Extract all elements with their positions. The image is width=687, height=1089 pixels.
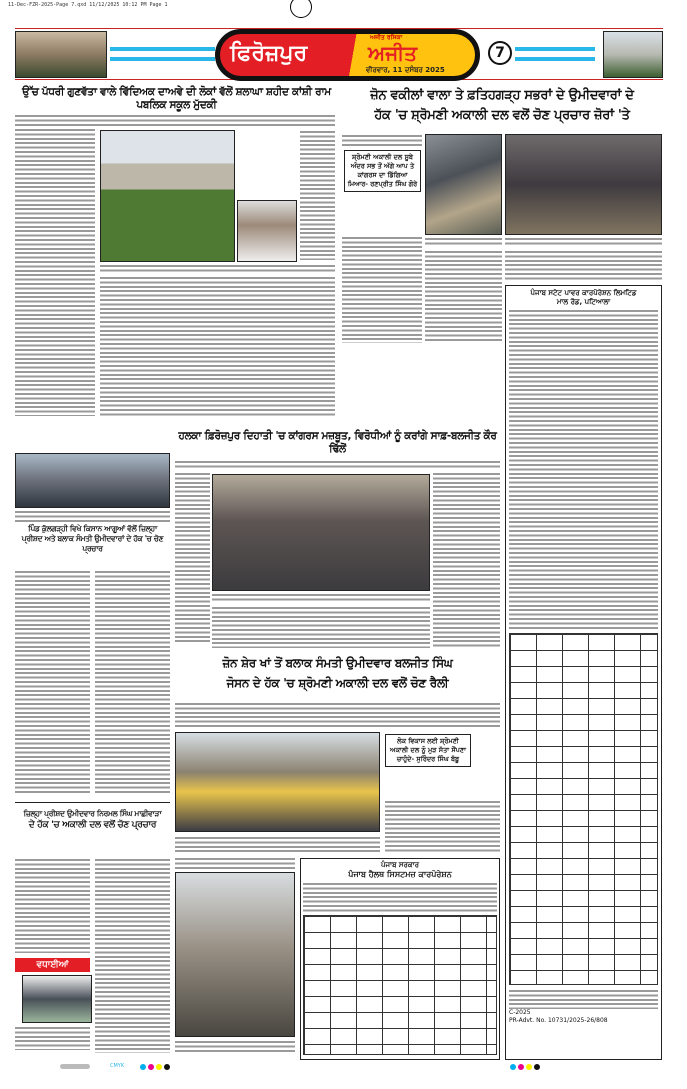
school-headline: ਉੱਚ ਪੱਧਰੀ ਗੁਣਵੱਤਾ ਵਾਲੇ ਵਿੱਦਿਅਕ ਦਾਅਵੇ ਦੀ ਲੋਕਾਂ ਵੱਲੋਂ ਸ਼ਲਾਘਾ ਸ਼ਹੀਦ ਕਾਂਸ਼ੀ ਰਾਮ ਪਬਲਿਕ ਸਕੂਲ ਮੁੱਦਕੀ — [22, 86, 331, 111]
machhiwara-headline-1: ਜ਼ਿਲ੍ਹਾ ਪ੍ਰੀਸ਼ਦ ਉਮੀਦਵਾਰ ਨਿਰਮਲ ਸਿੰਘ ਮਾਛੀਵਾੜਾ — [23, 809, 162, 818]
masthead-paper: ਅਜੀਤ — [368, 41, 418, 65]
machhiwara-headline-group — [15, 808, 170, 832]
health-title: ਪੰਜਾਬ ਹੈਲਥ ਸਿਸਟਮਜ਼ ਕਾਰਪੋਰੇਸ਼ਨ — [348, 870, 452, 879]
bottom-caption — [175, 1040, 295, 1052]
congress-body — [212, 606, 430, 648]
congress-meeting-photo — [212, 474, 430, 591]
masthead-tagline: ਅਜੀਤ ਰਸਿਕਾ — [370, 34, 403, 41]
masthead-logo — [215, 29, 480, 81]
vakilan-caption-2 — [505, 237, 662, 247]
sherkhan-body — [385, 800, 500, 853]
congress-caption — [212, 593, 430, 603]
pspcl-notice-text — [509, 309, 658, 629]
health-table — [303, 915, 497, 1055]
kisan-headline-2: ਪ੍ਰੀਸ਼ਦ ਅਤੇ ਬਲਾਕ ਸੰਮਤੀ ਉਮੀਦਵਾਰਾਂ ਦੇ ਹੱਕ 'ਚ ਚੋਣ ਪ੍ਰਚਾਰ — [21, 534, 164, 553]
congress-body — [433, 472, 500, 647]
congress-headline: ਹਲਕਾ ਫ਼ਿਰੋਜ਼ਪੁਰ ਦਿਹਾਤੀ 'ਚ ਕਾਂਗਰਸ ਮਜ਼ਬੂਤ, ਵਿਰੋਧੀਆਂ ਨੂੰ ਕਰਾਂਗੇ ਸਾਫ਼-ਬਲਜੀਤ ਕੌਰ ਢਿੱਲੋਂ — [178, 430, 497, 455]
vakilan-body — [425, 250, 502, 343]
machhiwara-body — [15, 858, 90, 953]
sherkhan-quote-box: ਲੋਕ ਵਿਕਾਸ ਲਈ ਸ਼੍ਰੋਮਣੀ ਅਕਾਲੀ ਦਲ ਨੂੰ ਮੁੜ ਸੱਤਾ ਸੌਂਪਣਾ ਚਾਹੁੰਦੇ- ਸੁਰਿੰਦਰ ਸਿੰਘ ਬੱਬੂ — [385, 734, 471, 767]
masthead-city: ਫਿਰੋਜ਼ਪੁਰ — [230, 41, 308, 66]
pspcl-signature — [509, 989, 658, 1009]
masthead-date: ਵੀਰਵਾਰ, 11 ਦਸੰਬਰ 2025 — [366, 66, 445, 74]
vakilan-quote-box: ਸ਼੍ਰੋਮਣੀ ਅਕਾਲੀ ਦਲ ਸੂਬੇ ਅੰਦਰ ਸਭ ਤੋਂ ਅੱਗੇ ਆਪ ਤੇ ਕਾਂਗਰਸ ਦਾ ਡਿੱਗਿਆ ਮਿਆਰ- ਰਣਪ੍ਰੀਤ ਸਿੰਘ ਗੋਰੇ — [344, 150, 421, 192]
color-bar — [40, 1063, 660, 1071]
bottom-group-photo — [175, 872, 295, 1037]
pspcl-code: C-2025 — [509, 1009, 531, 1016]
vakilan-body — [342, 134, 422, 148]
school-body — [300, 130, 335, 260]
sherkhan-body — [175, 836, 380, 854]
school-headline-group — [15, 86, 338, 112]
masthead-left-photo — [15, 31, 107, 78]
school-body — [100, 276, 335, 416]
masthead — [15, 28, 663, 80]
kisan-body — [95, 570, 170, 795]
greetings-banner: ਵਧਾਈਆਂ — [15, 958, 90, 972]
congress-body — [175, 460, 500, 470]
congress-body — [175, 472, 210, 642]
page-number: 7 — [488, 41, 512, 65]
machhiwara-headline-2: ਦੇ ਹੱਕ 'ਚ ਅਕਾਲੀ ਦਲ ਵਲੋਂ ਚੋਣ ਪ੍ਰਚਾਰ — [28, 820, 157, 830]
sherkhan-headline-2: ਜੋਸਨ ਦੇ ਹੱਕ 'ਚ ਸ਼੍ਰੋਮਣੀ ਅਕਾਲੀ ਦਲ ਵਲੋਂ ਚੋਣ ਰੈਲੀ — [226, 676, 449, 690]
vakilan-photo-1 — [425, 134, 502, 235]
greetings-caption — [15, 1026, 90, 1050]
sherkhan-headline-1: ਜ਼ੋਨ ਸ਼ੇਰ ਖਾਂ ਤੋਂ ਬਲਾਕ ਸੰਮਤੀ ਉਮੀਦਵਾਰ ਬਲਜੀਤ ਸਿੰਘ — [222, 656, 453, 670]
pspcl-pr-number: PR-Advt. No. 10731/2025-26/808 — [509, 1017, 608, 1024]
vakilan-body — [505, 250, 662, 280]
cmyk-label: CMYK — [110, 1063, 125, 1069]
machhiwara-body — [95, 858, 170, 1053]
school-body — [15, 128, 95, 416]
kisan-caption — [15, 510, 170, 522]
pspcl-address: ਮਾਲ ਰੋਡ, ਪਟਿਆਲਾ — [556, 298, 611, 306]
congress-headline-group — [175, 430, 500, 456]
sherkhan-body — [175, 702, 500, 728]
vakilan-body — [342, 236, 422, 343]
bottom-body — [175, 857, 295, 870]
file-slug: 11-Dec-FZR-2025-Page 7.qxd 11/12/2025 10:12 PM Page 1 — [8, 2, 168, 8]
vakilan-headline-group — [342, 86, 662, 126]
kisan-headline-1: ਪਿੰਡ ਕੁੱਲਗੜ੍ਹੀ ਵਿਖੇ ਕਿਸਾਨ ਆਗੂਆਂ ਵੱਲੋਂ ਜ਼ਿਲ੍ਹਾ — [28, 524, 157, 533]
vakilan-photo-2 — [505, 134, 662, 235]
sherkhan-headline-group — [175, 653, 500, 693]
pspcl-ad — [505, 285, 662, 1060]
health-govt: ਪੰਜਾਬ ਸਰਕਾਰ — [380, 861, 419, 869]
vakilan-caption-1 — [425, 237, 502, 247]
sherkhan-rally-photo — [175, 732, 380, 832]
kisan-headline-group — [15, 524, 170, 554]
kisan-photo — [15, 453, 170, 508]
pspcl-title: ਪੰਜਾਬ ਸਟੇਟ ਪਾਵਰ ਕਾਰਪੋਰੇਸ਼ਨ ਲਿਮਟਿਡ — [530, 289, 637, 297]
masthead-right-photo — [603, 31, 663, 78]
kisan-body — [15, 570, 90, 795]
school-ground-photo — [100, 130, 235, 262]
greetings-couple-photo — [22, 975, 92, 1023]
health-ad — [300, 858, 500, 1060]
registration-mark-icon — [290, 0, 312, 18]
principal-portrait — [237, 200, 297, 262]
school-body — [15, 114, 335, 126]
health-notice-text — [303, 882, 497, 912]
vakilan-headline-1: ਜ਼ੋਨ ਵਕੀਲਾਂ ਵਾਲਾ ਤੇ ਫ਼ਤਿਹਗੜ੍ਹ ਸਭਰਾਂ ਦੇ ਉਮੀਦਵਾਰਾਂ ਦੇ — [370, 88, 634, 103]
vakilan-headline-2: ਹੱਕ 'ਚ ਸ਼੍ਰੋਮਣੀ ਅਕਾਲੀ ਦਲ ਵਲੋਂ ਚੋਣ ਪ੍ਰਚਾਰ ਜ਼ੋਰਾਂ 'ਤੇ — [374, 108, 630, 123]
pspcl-table — [509, 633, 658, 985]
school-caption — [100, 264, 335, 273]
